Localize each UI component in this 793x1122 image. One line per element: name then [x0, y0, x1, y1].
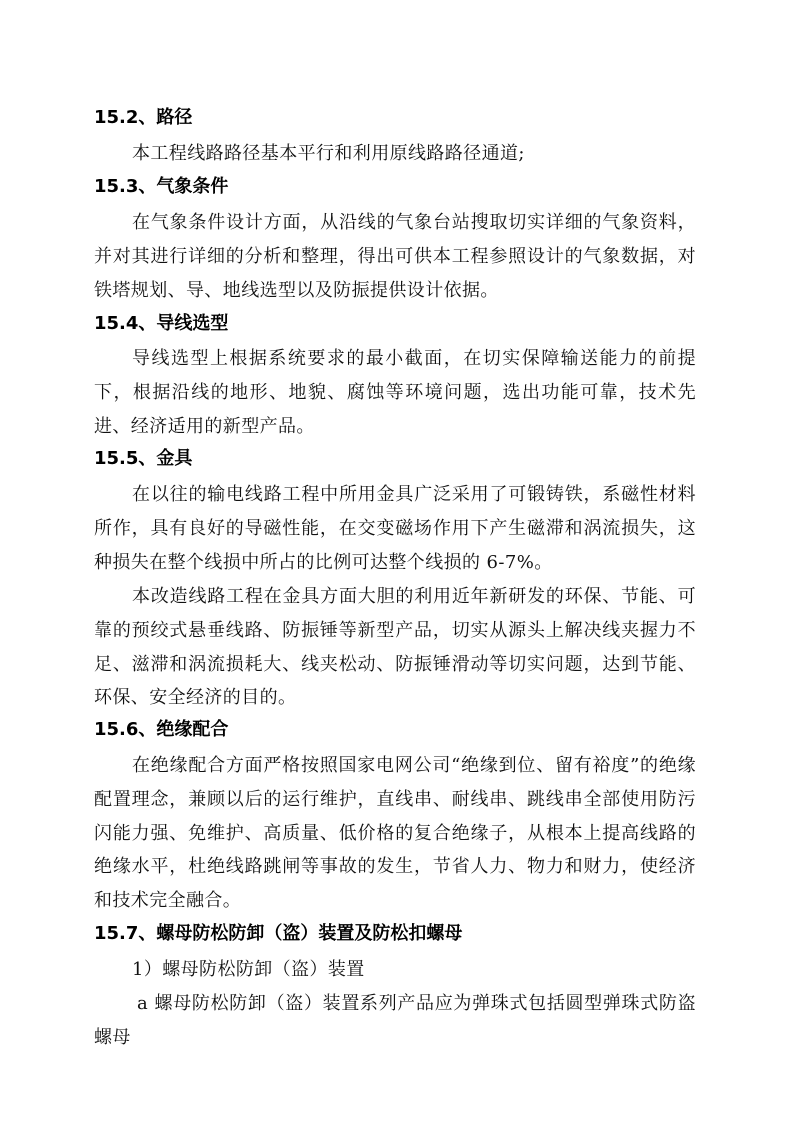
section-heading-weather: 15.3、气象条件 — [94, 176, 229, 197]
section-heading-insulation: 15.6、绝缘配合 — [94, 719, 229, 740]
paragraph-fittings-2: 本改造线路工程在金具方面大胆的利用近年新研发的环保、节能、可靠的预绞式悬垂线路、防振锤等新型产品，切实从源头上解决线夹握力不足、滋滞和涡流损耗大、线夹松动、防振锤滑动等切实问题，达到节能、环保、安全经济的目的。 — [94, 586, 696, 709]
paragraph-nuts-item-1: 1）螺母防松防卸（盗）装置 — [132, 959, 365, 980]
paragraph-nuts-item-a: a 螺母防松防卸（盗）装置系列产品应为弹珠式包括圆型弹珠式防盗螺母 — [94, 993, 696, 1048]
paragraph-conductor: 导线选型上根据系统要求的最小截面，在切实保障输送能力的前提下，根据沿线的地形、地貌、腐蚀等环境问题，选出功能可靠，技术先进、经济适用的新型产品。 — [94, 348, 696, 437]
section-heading-route: 15.2、路径 — [94, 107, 193, 128]
paragraph-weather: 在气象条件设计方面，从沿线的气象台站搜取切实详细的气象资料，并对其进行详细的分析和整理，得出可供本工程参照设计的气象数据，对铁塔规划、导、地线选型以及防振提供设计依据。 — [94, 212, 696, 301]
paragraph-insulation: 在绝缘配合方面严格按照国家电网公司“绝缘到位、留有裕度”的绝缘配置理念，兼顾以后的运行维护，直线串、耐线串、跳线串全部使用防污闪能力强、免维护、高质量、低价格的复合绝缘子，从根本上提高线路的绝缘水平，杜绝线路跳闸等事故的发生，节省人力、物力和财力，使经济和技术完全融合。 — [94, 755, 696, 912]
paragraph-route: 本工程线路路径基本平行和利用原线路路径通道; — [132, 143, 525, 164]
paragraph-fittings-1: 在以往的输电线路工程中所用金具广泛采用了可锻铸铁，系磁性材料所作，具有良好的导磁性能，在交变磁场作用下产生磁滞和涡流损失，这种损失在整个线损中所占的比例可达整个线损的 6-7%。 — [94, 484, 696, 573]
section-heading-fittings: 15.5、金具 — [94, 448, 193, 469]
section-heading-conductor: 15.4、导线选型 — [94, 313, 229, 334]
section-heading-nuts: 15.7、螺母防松防卸（盗）装置及防松扣螺母 — [94, 923, 463, 944]
